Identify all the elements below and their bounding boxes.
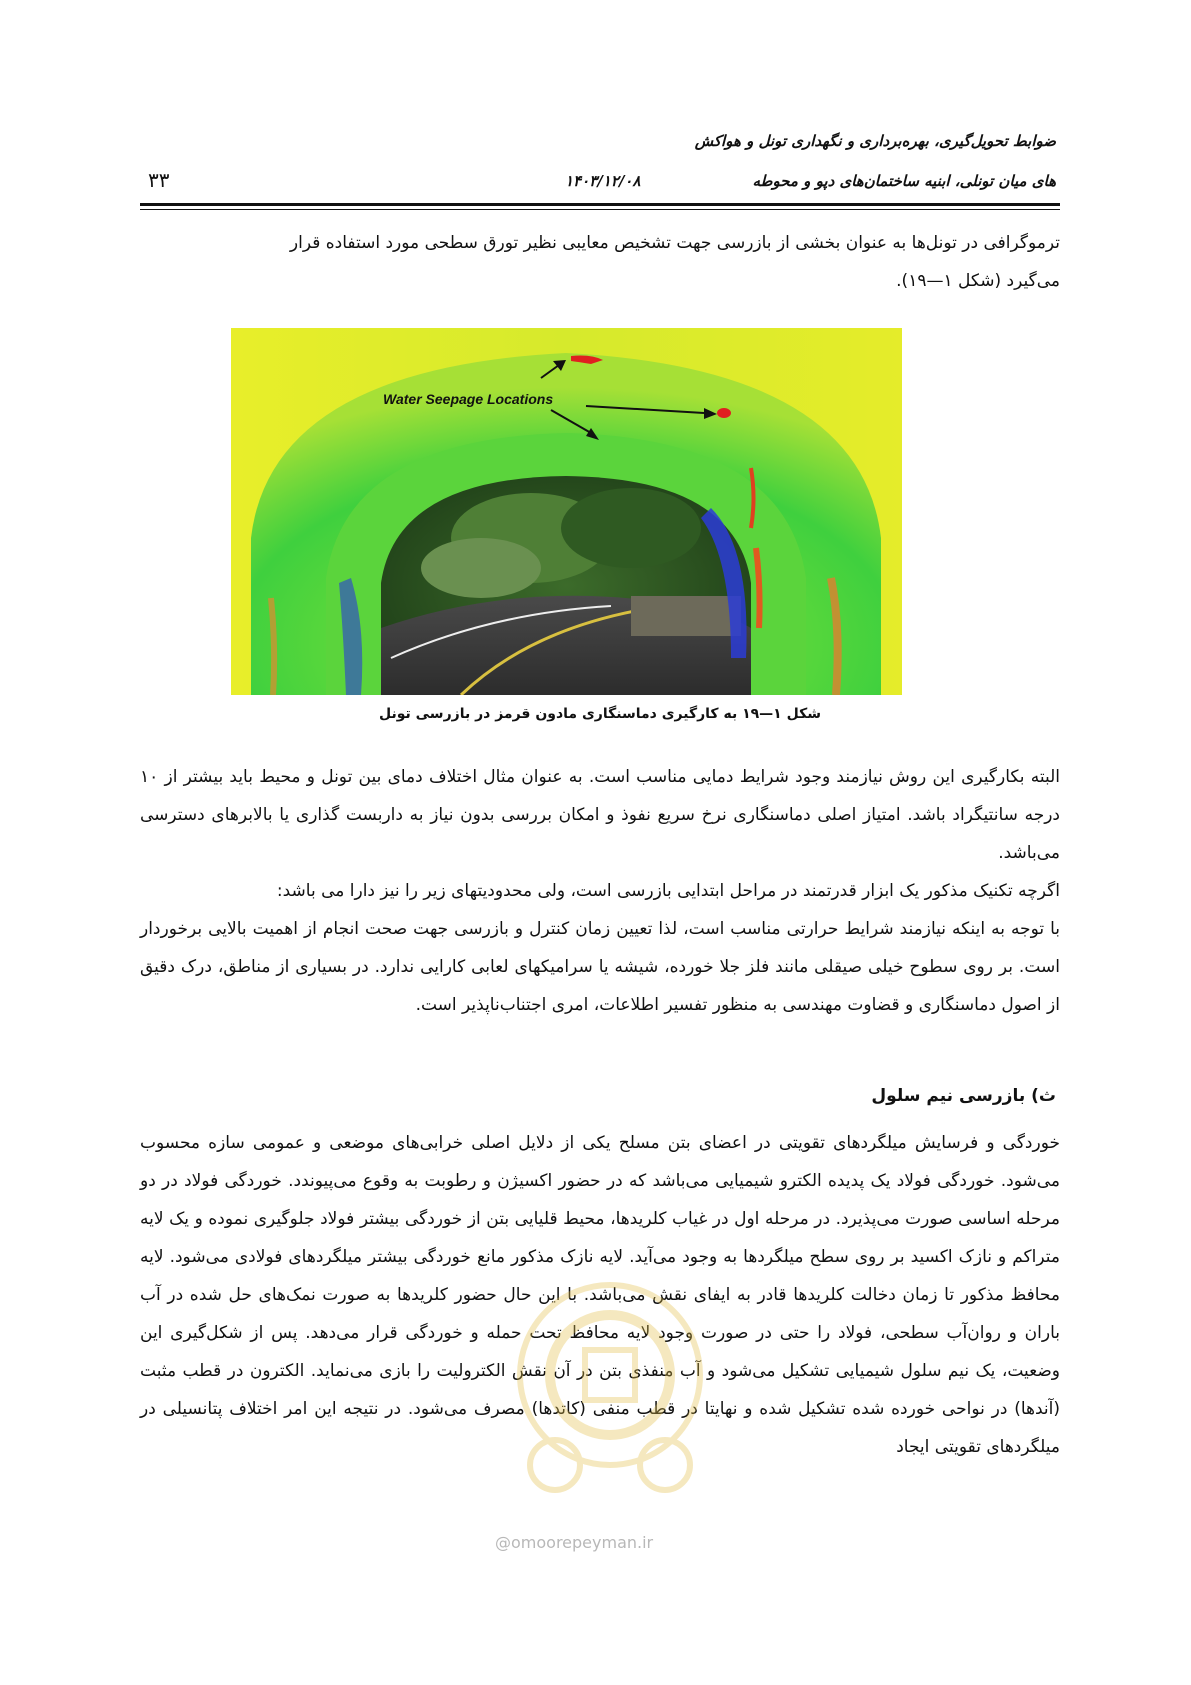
figure-annotation-label: Water Seepage Locations — [383, 391, 554, 407]
paragraph-4: خوردگی و فرسایش میلگردهای تقویتی در اعضای بتن مسلح یکی از دلایل اصلی خرابی‌های موضعی و عمومی سازه محسوب می‌شود. خوردگی فولاد یک پدیده الکترو شیمیایی می‌باشد که در حضور اکسیژن و رطوبت به وقوع می‌پیوندد. خوردگی فولاد در دو مرحله اساسی صورت می‌پذیرد. در مرحله اول در غیاب کلریدها، محیط قلیایی بتن از خوردگی بیشتر فولاد جلوگیری نموده و یک لایه متراکم و نازک اکسید بر روی سطح میلگردها به وجود می‌آید. لایه نازک مذکور مانع خوردگی بیشتر میلگردهای فولادی می‌شود. لایه محافظ مذکور تا زمان دخالت کلریدها قادر به ایفای نقش می‌باشد. با این حال حضور کلریدها به صورت نمک‌های حل شده در آب باران و روان‌آب سطحی، فولاد را حتی در صورت وجود لایه محافظ تحت حمله و خوردگی قرار می‌دهد. پس از شکل‌گیری این وضعیت، یک نیم سلول شیمیایی تشکیل می‌شود و آب منفذی بتن در آن نقش الکترولیت را بازی می‌نماید. الکترون در قطب مثبت (آندها) در نواحی خورده شده تشکیل شده و نهایتا در قطب منفی (کاتدها) مصرف می‌شود. در نتیجه این امر اختلاف پتانسیلی در میلگردهای تقویتی ایجاد — [140, 1133, 1060, 1457]
paragraph-3: با توجه به اینکه نیازمند شرایط حرارتی مناسب است، لذا تعیین زمان کنترل و بازرسی جهت صحت انجام از اهمیت بالایی برخوردار است. بر روی سطوح خیلی صیقلی مانند فلز جلا خورده، شیشه یا سرامیکهای لعابی کارایی ندارد. در بسیاری از مناطق، درک دقیق از اصول دماسنگاری و قضاوت مهندسی به منظور تفسیر اطلاعات، امری اجتناب‌ناپذیر است. — [140, 919, 1060, 1015]
page-number: ۳۳ — [148, 168, 170, 192]
header-date: ۱۴۰۳/۱۲/۰۸ — [565, 172, 641, 190]
watermark-stamp-icon — [505, 1265, 715, 1515]
header-rule-thick — [140, 203, 1060, 206]
header-subtitle: های میان تونلی، ابنیه ساختمان‌های دپو و محوطه — [752, 172, 1056, 190]
paragraph-2: اگرچه تکنیک مذکور یک ابزار قدرتمند در مراحل ابتدایی بازرسی است، ولی محدودیتهای زیر را نیز دارا می باشد: — [276, 881, 1060, 901]
intro-line-1: ترموگرافی در تونل‌ها به عنوان بخشی از بازرسی جهت تشخیص معایبی نظیر تورق سطحی مورد استفاده قرار — [289, 233, 1060, 253]
intro-line-2: می‌گیرد (شکل ۱—۱۹). — [896, 271, 1060, 291]
section-heading: ث) بازرسی نیم سلول — [871, 1086, 1056, 1106]
header-rule-thin — [140, 209, 1060, 210]
watermark-text: @omoorepeyman.ir — [495, 1533, 654, 1552]
paragraph-1: البته بکارگیری این روش نیازمند وجود شرایط دمایی مناسب است. به عنوان مثال اختلاف دمای بین تونل و محیط باید بیشتر از ۱۰ درجه سانتیگراد باشد. امتیاز اصلی دماسنگاری نرخ سریع نفوذ و امکان بررسی بدون نیاز به داربست گذاری یا بالابرهای دسترسی می‌باشد. — [140, 767, 1060, 863]
figure-caption: شکل ۱—۱۹ به کارگیری دماسنگاری مادون قرمز در بازرسی تونل — [378, 706, 821, 722]
thermal-tunnel-image — [231, 328, 902, 695]
header-title: ضوابط تحویل‌گیری، بهره‌برداری و نگهداری تونل و هواکش — [694, 132, 1056, 150]
